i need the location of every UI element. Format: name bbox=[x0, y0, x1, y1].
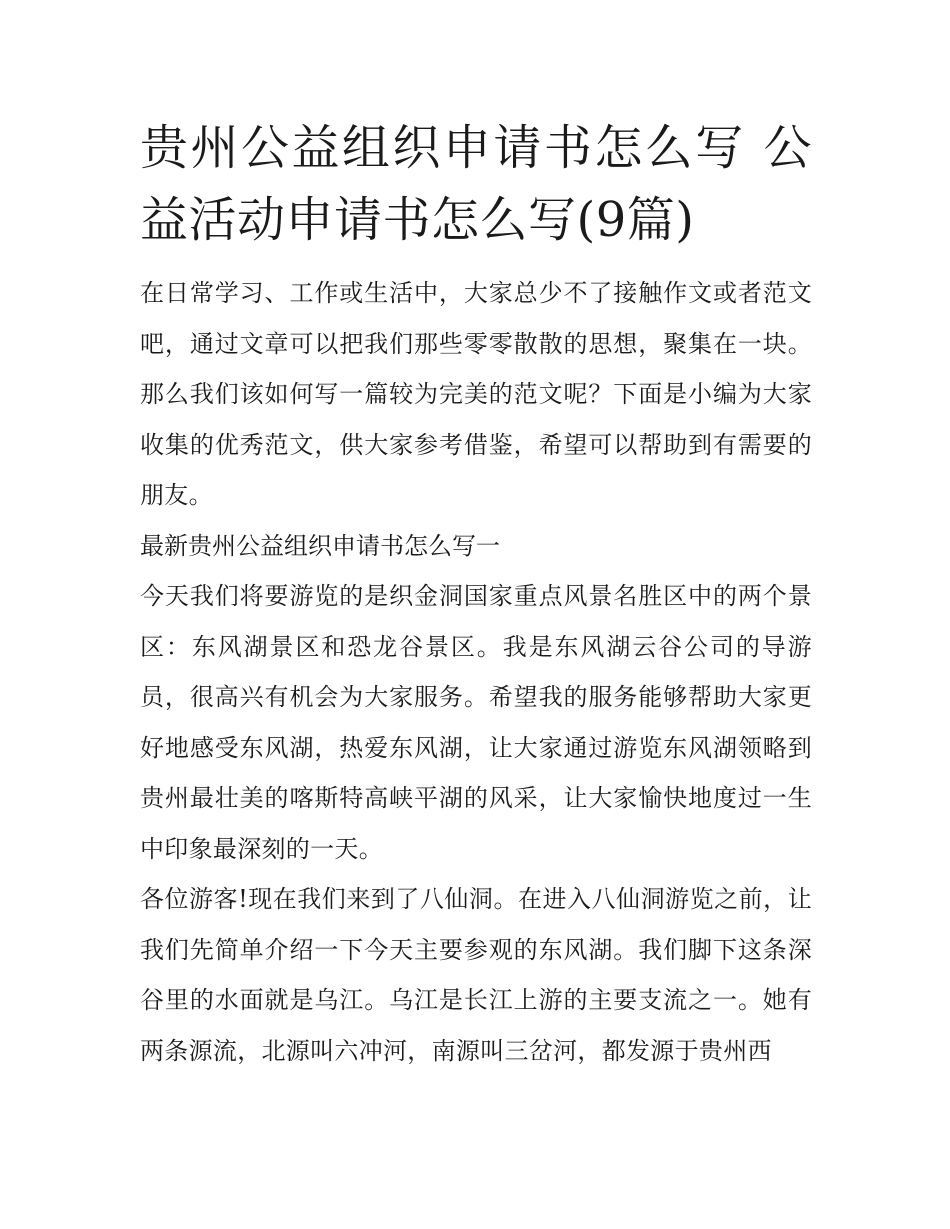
section-heading: 最新贵州公益组织申请书怎么写一 bbox=[140, 531, 500, 560]
intro-paragraph: 在日常学习、工作或生活中，大家总少不了接触作文或者范文吧，通过文章可以把我们那些零零散散的思想，聚集在一块。那么我们该如何写一篇较为完美的范文呢？下面是小编为大家收集的优秀范文，供大家参考借鉴，希望可以帮助到有需要的朋友。 bbox=[140, 279, 812, 509]
document-title: 贵州公益组织申请书怎么写 公益活动申请书怎么写(9篇) bbox=[140, 120, 812, 248]
body-paragraph-2: 各位游客!现在我们来到了八仙洞。在进入八仙洞游览之前，让我们先简单介绍一下今天主要参观的东风湖。我们脚下这条深谷里的水面就是乌江。乌江是长江上游的主要支流之一。她有两条源流，北源叫六冲河，南源叫三岔河，都发源于贵州西 bbox=[140, 885, 812, 1065]
document-page bbox=[140, 112, 812, 1076]
body-paragraph-1: 今天我们将要游览的是织金洞国家重点风景名胜区中的两个景区：东风湖景区和恐龙谷景区。我是东风湖云谷公司的导游员，很高兴有机会为大家服务。希望我的服务能够帮助大家更好地感受东风湖，热爱东风湖，让大家通过游览东风湖领略到贵州最壮美的喀斯特高峡平湖的风采，让大家愉快地度过一生中印象最深刻的一天。 bbox=[140, 582, 812, 863]
